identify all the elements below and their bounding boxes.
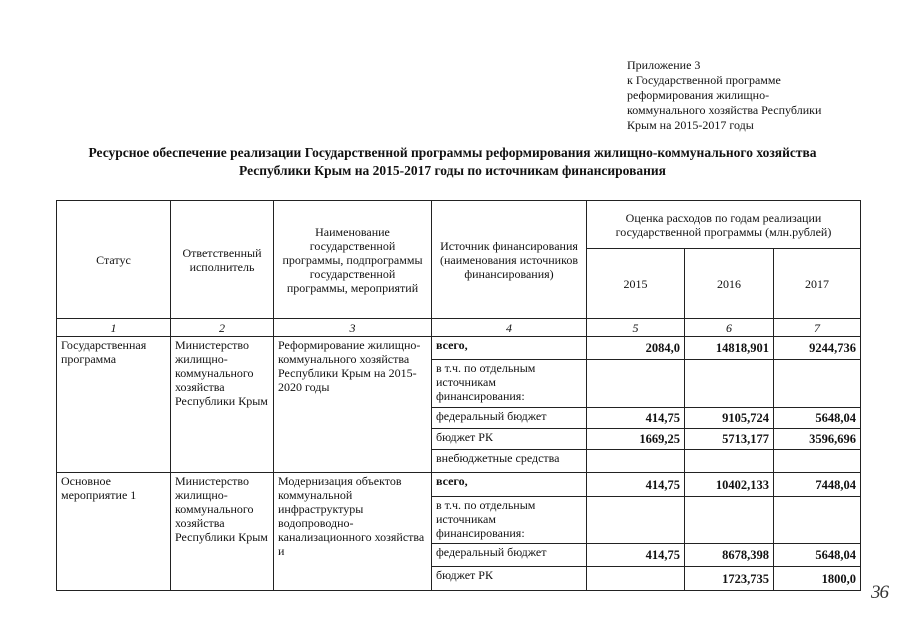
- value-2016: 8678,398: [684, 543, 773, 566]
- value-2015: [586, 359, 684, 407]
- column-number: 5: [586, 318, 684, 336]
- column-number: 1: [56, 318, 170, 336]
- value-2017: 9244,736: [773, 336, 860, 359]
- table-border-bottom: [56, 590, 861, 591]
- source-label: всего,: [431, 336, 586, 359]
- source-label: бюджет РК: [431, 566, 586, 590]
- source-label: внебюджетные средства: [431, 449, 586, 472]
- source-label: федеральный бюджет: [431, 407, 586, 428]
- value-2016: 10402,133: [684, 472, 773, 496]
- appendix-line: Крым на 2015-2017 годы: [627, 118, 754, 132]
- header-status: Статус: [56, 200, 170, 318]
- value-2016: 9105,724: [684, 407, 773, 428]
- appendix-line: реформирования жилищно-: [627, 88, 770, 102]
- header-executor: Ответственный исполнитель: [170, 200, 273, 318]
- header-cost-group: Оценка расходов по годам реализации государственной программы (млн.рублей): [586, 200, 860, 248]
- value-2015: 1669,25: [586, 428, 684, 449]
- row-status: Государственная программа: [56, 336, 170, 472]
- column-number: 6: [684, 318, 773, 336]
- value-2015: [586, 449, 684, 472]
- row-program-name: Модернизация объектов коммунальной инфраструктуры водопроводно-канализационного хозяйства и: [273, 472, 431, 590]
- value-2016: [684, 496, 773, 543]
- value-2017: [773, 449, 860, 472]
- value-2015: [586, 566, 684, 590]
- value-2015: 414,75: [586, 407, 684, 428]
- value-2017: 7448,04: [773, 472, 860, 496]
- column-number: 4: [431, 318, 586, 336]
- column-number: 7: [773, 318, 860, 336]
- value-2016: 14818,901: [684, 336, 773, 359]
- source-label: всего,: [431, 472, 586, 496]
- value-2015: 414,75: [586, 472, 684, 496]
- header-year-2016: 2016: [684, 248, 773, 318]
- source-label: федеральный бюджет: [431, 543, 586, 566]
- row-executor: Министерство жилищно-коммунального хозяйства Республики Крым: [170, 472, 273, 590]
- header-program-name: Наименование государственной программы, подпрограммы государственной программы, мероприятий: [273, 200, 431, 318]
- value-2017: [773, 359, 860, 407]
- appendix-line: коммунального хозяйства Республики: [627, 103, 822, 117]
- column-number: 2: [170, 318, 273, 336]
- row-executor: Министерство жилищно-коммунального хозяйства Республики Крым: [170, 336, 273, 472]
- value-2016: 1723,735: [684, 566, 773, 590]
- value-2017: 5648,04: [773, 543, 860, 566]
- header-source: Источник финансирования (наименования источников финансирования): [431, 200, 586, 318]
- appendix-line: к Государственной программе: [627, 73, 781, 87]
- value-2017: 3596,696: [773, 428, 860, 449]
- value-2015: [586, 496, 684, 543]
- value-2017: [773, 496, 860, 543]
- value-2016: 5713,177: [684, 428, 773, 449]
- source-label: бюджет РК: [431, 428, 586, 449]
- value-2016: [684, 359, 773, 407]
- value-2016: [684, 449, 773, 472]
- value-2017: 5648,04: [773, 407, 860, 428]
- value-2015: 2084,0: [586, 336, 684, 359]
- document-title-line: Ресурсное обеспечение реализации Государственной программы реформирования жилищно-коммунального хозяйства: [88, 145, 817, 160]
- source-label: в т.ч. по отдельным источникам финансирования:: [431, 359, 586, 407]
- handwritten-page-number: 36: [871, 582, 888, 603]
- source-label: в т.ч. по отдельным источникам финансирования:: [431, 496, 586, 543]
- value-2017: 1800,0: [773, 566, 860, 590]
- row-status: Основное мероприятие 1: [56, 472, 170, 590]
- row-program-name: Реформирование жилищно-коммунального хозяйства Республики Крым на 2015-2020 годы: [273, 336, 431, 472]
- document-title-line: Республики Крым на 2015-2017 годы по источникам финансирования: [239, 163, 666, 178]
- column-number: 3: [273, 318, 431, 336]
- appendix-line: Приложение 3: [627, 58, 701, 72]
- header-year-2015: 2015: [586, 248, 684, 318]
- header-year-2017: 2017: [773, 248, 860, 318]
- table-border-right: [860, 200, 861, 590]
- value-2015: 414,75: [586, 543, 684, 566]
